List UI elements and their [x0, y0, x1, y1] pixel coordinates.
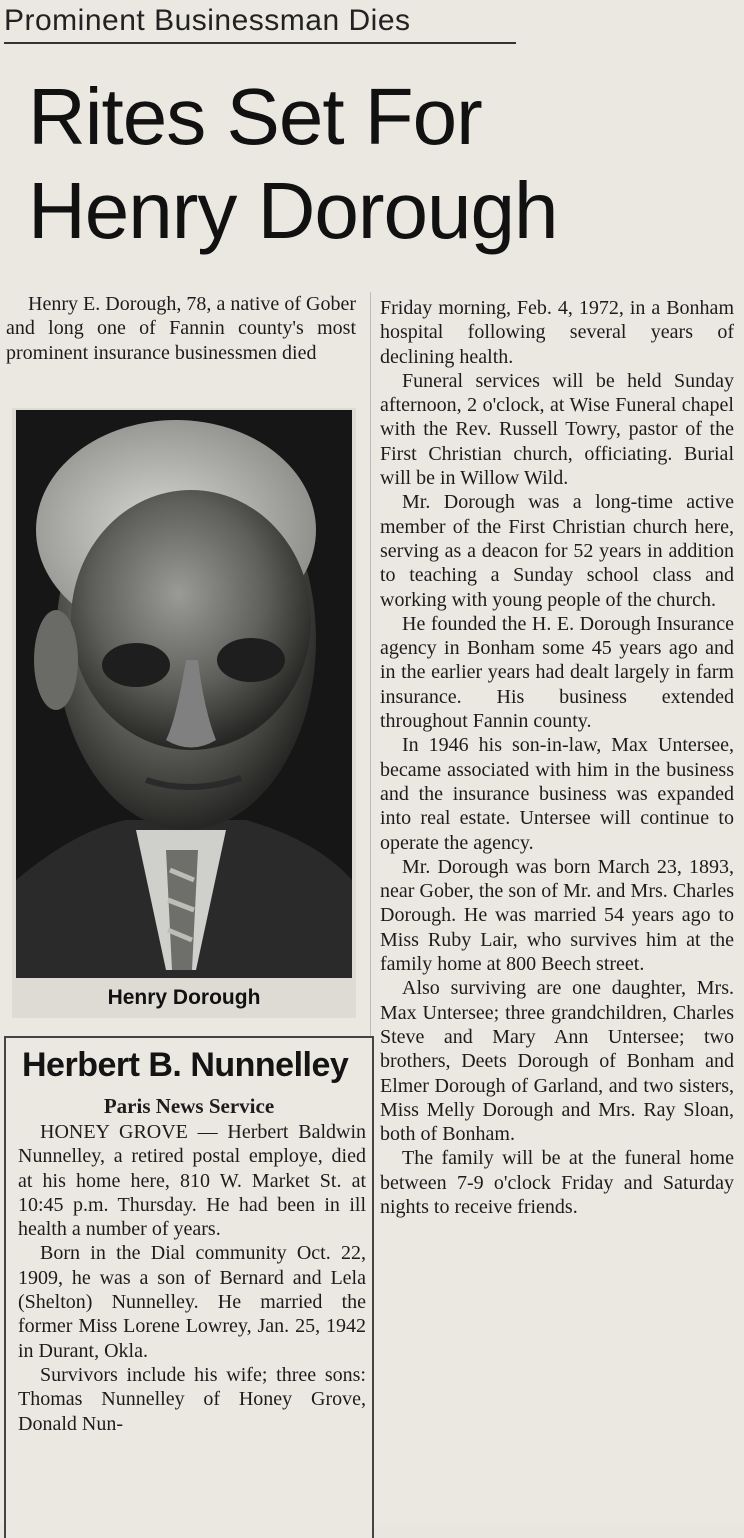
main-headline: [28, 70, 558, 258]
headline-line-1: Rites Set For: [28, 72, 482, 161]
secondary-paragraph-3: Survivors include his wife; three sons: Thomas Nunnelley of Honey Grove, Donald Nun-: [18, 1363, 366, 1435]
right-paragraph-5: In 1946 his son-in-law, Max Untersee, became associated with him in the business and the insurance business was expanded into real estate. Untersee will continue to operate the agency.: [380, 734, 734, 854]
headline-line-2: Henry Dorough: [28, 166, 558, 255]
right-paragraph-8: The family will be at the funeral home between 7-9 o'clock Friday and Saturday nights to receive friends.: [380, 1147, 734, 1218]
secondary-obituary-title: Herbert B. Nunnelley: [22, 1046, 349, 1084]
right-paragraph-7: Also surviving are one daughter, Mrs. Max Untersee; three grandchildren, Charles Steve and Mary Ann Untersee; two brothers, Deets Dorough of Bonham and Elmer Dorough of Garland, and two sisters, Miss Melly Dorough and Mrs. Ray Sloan, both of Bonham.: [380, 977, 734, 1146]
right-paragraph-4: He founded the H. E. Dorough Insurance agency in Bonham some 45 years ago and in the earlier years had dealt largely in farm insurance. His business extended throughout Fannin county.: [380, 612, 734, 733]
kicker-headline: Prominent Businessman Dies: [4, 2, 516, 44]
portrait-photo-frame: [12, 408, 356, 1018]
secondary-paragraph-1: HONEY GROVE — Herbert Baldwin Nunnelley, a retired postal employe, died at his home here, 810 W. Market St. at 10:45 p.m. Thursday. He had been in ill health a number of years.: [18, 1121, 366, 1241]
right-article-column: [380, 296, 734, 1219]
secondary-paragraph-2: Born in the Dial community Oct. 22, 1909, he was a son of Bernard and Lela (Shelton) Nunnelley. He married the former Miss Lorene Lowrey, Jan. 25, 1942 in Durant, Okla.: [18, 1242, 366, 1362]
lead-paragraph: Henry E. Dorough, 78, a native of Gober and long one of Fannin county's most prominent insurance businessmen died: [6, 293, 356, 364]
right-paragraph-6: Mr. Dorough was born March 23, 1893, near Gober, the son of Mr. and Mrs. Charles Dorough. He was married 54 years ago to Miss Ruby Lair, who survives him at the family home at 800 Beech street.: [380, 855, 734, 976]
lead-paragraph-column: [6, 292, 356, 365]
right-paragraph-3: Mr. Dorough was a long-time active member of the First Christian church here, serving as a deacon for 52 years in addition to teaching a Sunday school class and working with young people of the church.: [380, 491, 734, 611]
photo-caption: Henry Dorough: [107, 986, 261, 1009]
secondary-obituary-body: [18, 1120, 366, 1436]
secondary-obituary-box: [4, 1036, 374, 1538]
right-paragraph-2: Funeral services will be held Sunday afternoon, 2 o'clock, at Wise Funeral chapel with the Rev. Russell Towry, pastor of the First Christian church, officiating. Burial will be in Willow Wild.: [380, 369, 734, 490]
portrait-illustration: [16, 410, 352, 978]
right-paragraph-1: Friday morning, Feb. 4, 1972, in a Bonham hospital following several years of declining health.: [380, 297, 734, 368]
secondary-obituary-byline: Paris News Service: [103, 1094, 275, 1118]
portrait-photo: [16, 410, 352, 978]
